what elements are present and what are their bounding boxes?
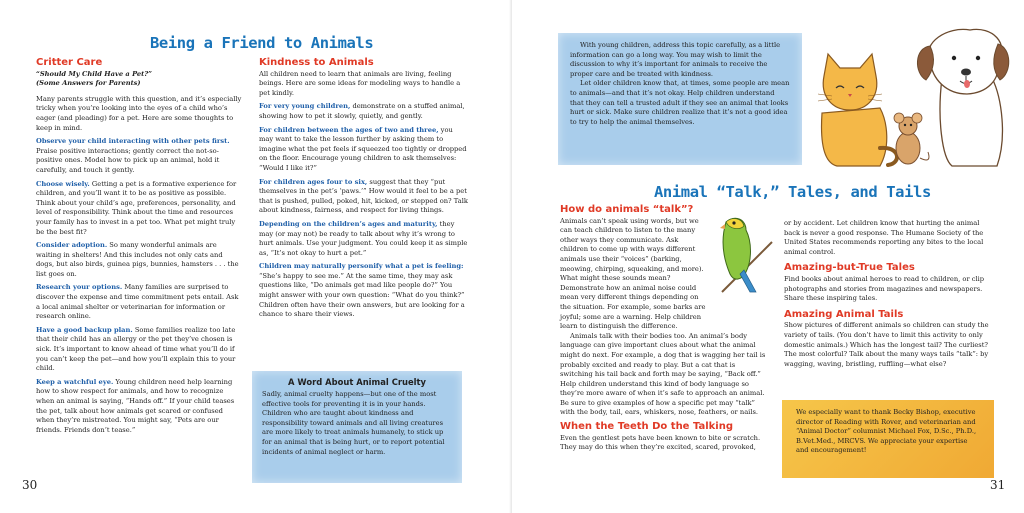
- item-text: So many wonderful animals are waiting in shelters! And this includes not only cats and dogs, but also birds, guinea pigs, bunnies, hamsters . . . the list goes on.: [36, 241, 239, 278]
- cat-mouse-dog-illustration: [802, 18, 1012, 168]
- tales-text: Find books about animal heroes to read to children, or clip photographs and stories from magazines and newspapers. Share these inspiring tales.: [784, 274, 985, 303]
- item-lead: Have a good backup plan.: [36, 325, 133, 334]
- section-title: Animal “Talk,” Tales, and Tails: [654, 183, 931, 201]
- critter-intro: Many parents struggle with this question, and it’s especially tricky when you’re looking into the eyes of a child who’s eager (and pleading) for a pet. Here are some thoughts to keep in mind.: [36, 94, 242, 132]
- cruelty-box-text: Sadly, animal cruelty happens—but one of the most effective tools for preventing it is in your hands. Children who are taught about kindness and responsibility toward animals and all living creatures are more likely to treat animals humanely, to stick up for an animal that is being hurt, or to report potential incidents of animal neglect or harm.: [262, 390, 445, 456]
- item-lead: Research your options.: [36, 283, 123, 292]
- item-lead: Observe your child interacting with other pets first.: [36, 137, 230, 146]
- kindness-item: [259, 262, 469, 320]
- item-lead: Consider adoption.: [36, 241, 108, 250]
- note-paragraph-1: With young children, address this topic carefully, as a little information can go a long way. You may wish to limit the discussion to why it’s important for animals to receive the proper care and be treated with kindness.: [570, 41, 781, 78]
- kindness-item: [259, 126, 469, 174]
- pet-question-subheading: [36, 70, 242, 89]
- kindness-heading: Kindness to Animals: [259, 57, 374, 68]
- cruelty-box-heading: A Word About Animal Cruelty: [288, 377, 426, 387]
- item-lead: For children between the ages of two and three,: [259, 125, 439, 134]
- dog-icon: [917, 29, 1008, 166]
- kindness-intro: All children need to learn that animals are living, feeling beings. Here are some ideas for modeling ways to handle a pet kindly.: [259, 69, 461, 97]
- critter-item: [36, 326, 242, 374]
- page-number-right: 31: [990, 478, 1006, 492]
- teeth-heading: When the Teeth Do the Talking: [560, 421, 734, 433]
- continued-text: or by accident. Let children know that hurting the animal back is never a good response. The Humane Society of the United States recommends reporting any bites to the local animal control.: [784, 219, 984, 256]
- amazing-tales-heading: Amazing-but-True Tales: [784, 262, 915, 274]
- critter-item: [36, 137, 242, 175]
- mouse-icon: [894, 113, 929, 164]
- item-text: they may (or may not) be ready to talk about why it’s wrong to hurt animals. Use your judgment. You could keep it as simple as, “It’s not okay to hurt a pet.”: [259, 219, 468, 257]
- amazing-tails-heading: Amazing Animal Tails: [784, 308, 904, 320]
- item-text: Some families realize too late that their child has an allergy or the pet they’ve chosen is sick. It’s important to know ahead of time what you’ll do if you can’t keep the pet—and how you’ll explain this to your child.: [36, 325, 236, 373]
- teeth-text: Even the gentlest pets have been known to bite or scratch. They may do this when they’re excited, scared, provoked,: [560, 433, 761, 452]
- page-number-left: 30: [22, 478, 38, 492]
- young-children-note-box: [558, 33, 802, 165]
- how-animals-talk-heading: How do animals “talk”?: [560, 204, 694, 215]
- critter-care-column: [36, 58, 242, 439]
- parakeet-illustration: [712, 212, 778, 298]
- bird-icon: [720, 218, 772, 292]
- item-lead: Depending on the children’s ages and maturity,: [259, 219, 438, 228]
- kindness-item: [259, 220, 469, 258]
- critter-item: [36, 241, 242, 279]
- item-text: “She’s happy to see me.” At the same time, they may ask questions like, “Do animals get mad like people do?” You might answer with your own question: “What do you think?” Children often have their own answers, but are looking for a chance to share their views.: [259, 271, 465, 319]
- critter-care-heading: Critter Care: [36, 57, 103, 68]
- page-title: Being a Friend to Animals: [150, 34, 374, 52]
- item-text: demonstrate on a stuffed animal, showing how to pet it slowly, quietly, and gently.: [259, 102, 465, 120]
- animal-cruelty-box: [252, 371, 462, 483]
- item-lead: For very young children,: [259, 102, 351, 111]
- item-text: Young children need help learning how to show respect for animals, and how to recognize when an animal is saying, “Hands off.” If your child teases the pet, talk about how animals get scared or confused when they’re mistreated. You might say, “Pets are our friends. Friends don’t tease.”: [36, 377, 235, 434]
- subheading-line-1: “Should My Child Have a Pet?”: [36, 69, 153, 78]
- item-lead: Children may naturally personify what a pet is feeling:: [259, 262, 464, 271]
- item-lead: Choose wisely.: [36, 179, 90, 188]
- subheading-line-2: (Some Answers for Parents): [36, 79, 141, 88]
- kindness-item: [259, 102, 469, 121]
- kindness-column: [259, 58, 469, 324]
- item-lead: For children ages four to six,: [259, 177, 368, 186]
- right-page: [512, 0, 1024, 513]
- tails-text: Show pictures of different animals so children can study the variety of tails. (You don’t have to limit this activity to only domestic animals.) Which has the longest tail? The curliest? The most colorful? Talk about the many ways tails “talk”: by wagging, waving, bristling, ruffling—what else?: [784, 321, 989, 368]
- item-text: Many families are surprised to discover the expense and time commitment pets entail. Ask a local animal shelter or veterinarian for information or research online.: [36, 283, 239, 321]
- item-text: Getting a pet is a formative experience for children, and you’ll want it to be as positive as possible. Think about your child’s age, preferences, personality, and level of responsibility. Think about the time and resources your family has to invest in a pet too. What pet might truly be the best fit?: [36, 179, 237, 236]
- item-text: you may want to take the lesson further by asking them to imagine what the pet feels if squeezed too tightly or dropped on the floor. Encourage young children to ask themselves: “Would I like it?”: [259, 125, 467, 172]
- critter-item: [36, 180, 242, 238]
- critter-item: [36, 283, 242, 321]
- note-box-text: [570, 41, 790, 127]
- cat-icon: [818, 54, 897, 166]
- item-text: Praise positive interactions; gently correct the not-so-positive ones. Model how to pick up an animal, hold it carefully, and touch it gently.: [36, 146, 220, 174]
- critter-item: [36, 378, 242, 436]
- kindness-item: [259, 178, 469, 216]
- acknowledgment-box: [782, 400, 994, 478]
- item-lead: Keep a watchful eye.: [36, 377, 114, 386]
- note-paragraph-2: Let older children know that, at times, some people are mean to animals—and that it’s not okay. Help children understand that they can tell a trusted adult if they see an animal that looks hurt or sick. Make sure children realize that it’s not a good idea to try to help the animal themselves.: [570, 79, 790, 126]
- talk-paragraph-1: Animals can’t speak using words, but we can teach children to listen to the many other ways they communicate. Ask children to come up with ways different animals use their “voices” (barking, meowing, chirping, squeaking, and more). What might these sounds mean? Demonstrate how an animal noise could mean very different things depending on the situation. For example, some barks are joyful; some are a warning. Help children learn to distinguish the difference.: [560, 216, 706, 331]
- talk-paragraph-2: Animals talk with their bodies too. An animal’s body language can give important clues about what the animal might do next. For example, a dog that is wagging her tail is probably excited and ready to play. But a cat that is switching his tail back and forth may be saying, “Back off.” Help children understand this kind of body language so they’re more aware of when it’s safe to approach an animal. Be sure to give examples of how a specific pet may “talk” with the body, tail, ears, whiskers, nose, feathers, or nails.: [560, 331, 766, 417]
- item-text: suggest that they “put themselves in the pet’s ‘paws.’” How would it feel to be a pet that is pushed, pulled, poked, hit, kicked, or stepped on? Talk about kindness, fairness, and respect for living things.: [259, 177, 468, 215]
- acknowledgment-text: We especially want to thank Becky Bishop, executive director of Reading with Rover, and veterinarian and “Animal Doctor” columnist Michael Fox, D.Sc., Ph.D., B.Vet.Med., MRCVS. We appreciate your expertise and encouragement!: [796, 408, 977, 455]
- tales-tails-column: [784, 219, 996, 373]
